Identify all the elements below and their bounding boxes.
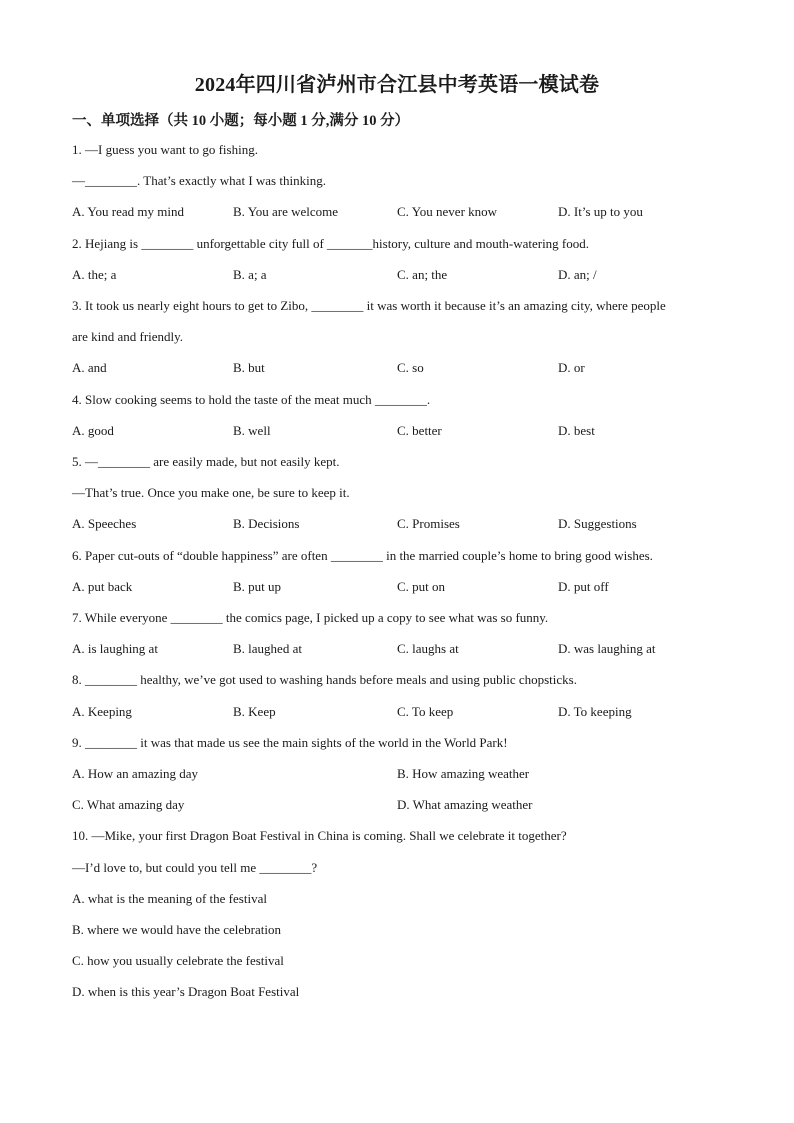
question-7-options [72,641,732,659]
option-b: B. How amazing weather [397,766,530,781]
question-5-stem: 5. —________ are easily made, but not easily kept. [72,454,340,469]
question-9-options-row1 [72,766,732,784]
question-9-options-row2 [72,797,732,815]
option-a: A. Keeping [72,704,132,719]
question-2-stem: 2. Hejiang is ________ unforgettable city full of _______history, culture and mouth-watering food. [72,236,590,251]
question-8-stem: 8. ________ healthy, we’ve got used to washing hands before meals and using public chopsticks. [72,672,577,687]
option-d: D. an; / [558,267,597,282]
option-c: C. What amazing day [72,797,185,812]
option-d: D. It’s up to you [558,204,643,219]
question-10-stem: 10. —Mike, your first Dragon Boat Festival in China is coming. Shall we celebrate it together? [72,828,567,843]
section-heading: 一、单项选择（共 10 小题；每小题 1 分,满分 10 分） [72,113,410,129]
option-d: D. was laughing at [558,641,656,656]
question-8-options [72,704,732,722]
question-4-stem: 4. Slow cooking seems to hold the taste of the meat much ________. [72,392,431,407]
question-5-reply: —That’s true. Once you make one, be sure to keep it. [72,485,350,500]
option-a: A. You read my mind [72,204,184,219]
question-3-stem: 3. It took us nearly eight hours to get to Zibo, ________ it was worth it because it’s an amazing city, where people [72,298,666,313]
option-d: D. What amazing weather [397,797,533,812]
option-b: B. a; a [233,267,267,282]
option-b: B. You are welcome [233,204,339,219]
question-2-options [72,267,732,285]
option-b: B. laughed at [233,641,302,656]
option-c: C. better [397,423,442,438]
option-a: A. is laughing at [72,641,158,656]
option-c: C. laughs at [397,641,459,656]
option-d: D. Suggestions [558,516,637,531]
question-10-option-a: A. what is the meaning of the festival [72,891,267,906]
option-a: A. How an amazing day [72,766,198,781]
option-a: A. Speeches [72,516,137,531]
option-c: C. an; the [397,267,448,282]
question-10-option-b: B. where we would have the celebration [72,922,282,937]
option-d: D. put off [558,579,609,594]
question-1-stem: 1. —I guess you want to go fishing. [72,142,258,157]
option-c: C. put on [397,579,446,594]
question-6-options [72,579,732,597]
question-6-stem: 6. Paper cut-outs of “double happiness” are often ________ in the married couple’s home to bring good wishes. [72,548,653,563]
question-9-stem: 9. ________ it was that made us see the main sights of the world in the World Park! [72,735,508,750]
option-a: A. the; a [72,267,117,282]
option-b: B. put up [233,579,282,594]
question-1-reply: —________. That’s exactly what I was thinking. [72,173,326,188]
question-4-options [72,423,732,441]
question-3-options [72,360,732,378]
option-a: A. good [72,423,114,438]
question-1-options [72,204,732,222]
option-d: D. To keeping [558,704,632,719]
option-c: C. Promises [397,516,460,531]
option-c: C. To keep [397,704,454,719]
option-b: B. but [233,360,265,375]
option-b: B. well [233,423,271,438]
option-d: D. or [558,360,585,375]
question-10-reply: —I’d love to, but could you tell me ________? [72,860,318,875]
option-c: C. so [397,360,424,375]
option-d: D. best [558,423,595,438]
option-a: A. put back [72,579,133,594]
question-7-stem: 7. While everyone ________ the comics page, I picked up a copy to see what was so funny. [72,610,549,625]
question-10-option-c: C. how you usually celebrate the festival [72,953,284,968]
question-5-options [72,516,732,534]
option-b: B. Decisions [233,516,300,531]
option-c: C. You never know [397,204,498,219]
page-title: 2024年四川省泸州市合江县中考英语一模试卷 [194,74,600,96]
question-3-stem-cont: are kind and friendly. [72,329,184,344]
option-b: B. Keep [233,704,276,719]
option-a: A. and [72,360,107,375]
question-10-option-d: D. when is this year’s Dragon Boat Festival [72,984,300,999]
